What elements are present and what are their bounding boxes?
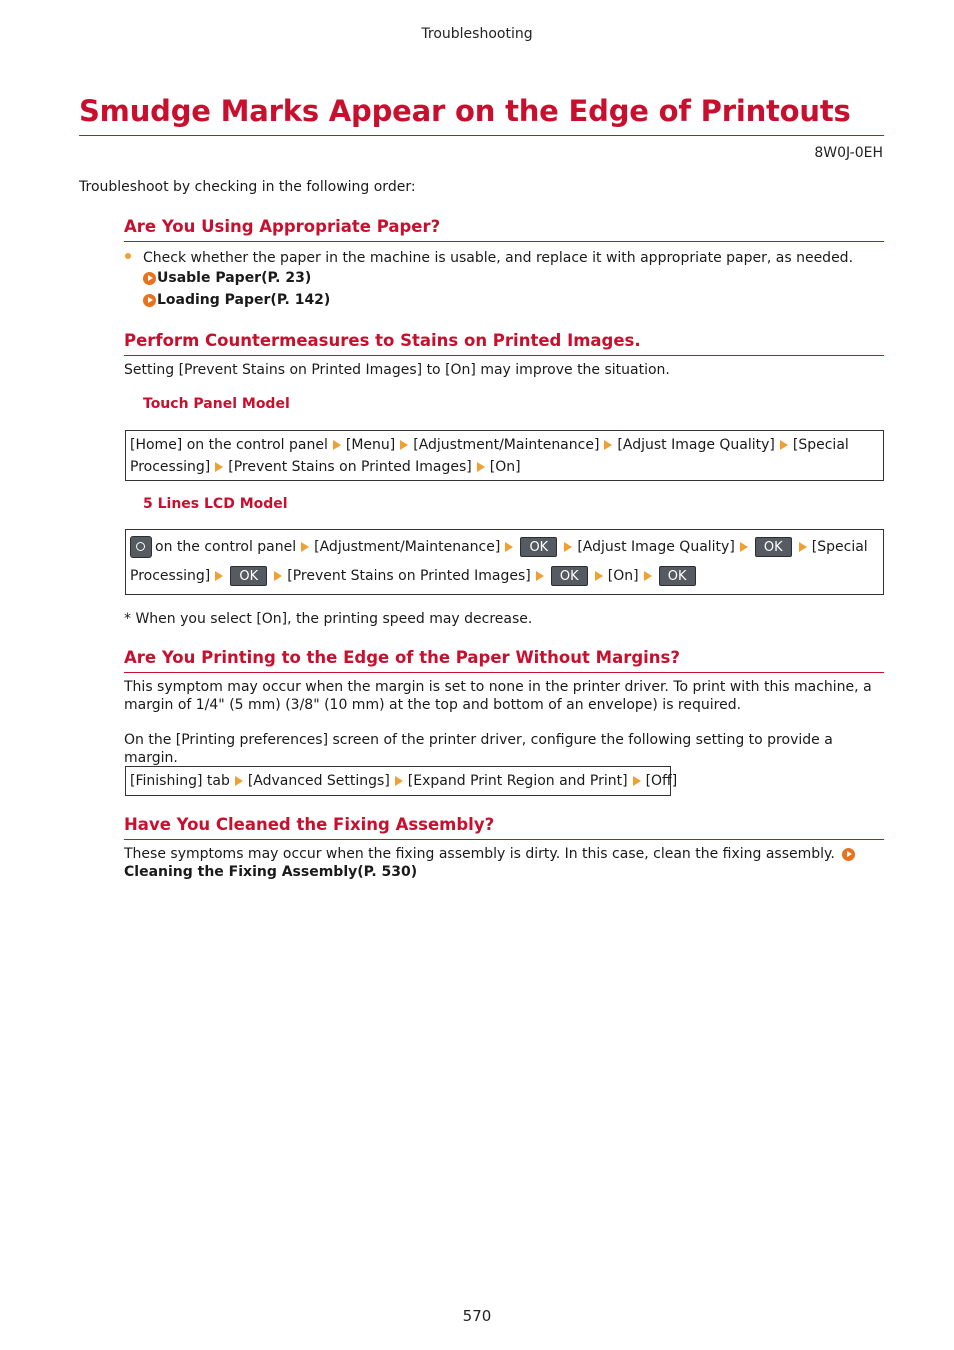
section1-divider [124, 241, 884, 242]
link-arrow-icon [143, 272, 156, 285]
lcd-steps-box [125, 529, 884, 595]
step-arrow-icon [780, 440, 788, 450]
step-arrow-icon [564, 542, 572, 552]
lcd-model-heading: 5 Lines LCD Model [143, 496, 288, 512]
section3-divider [124, 672, 884, 673]
section3-text-2: On the [Printing preferences] screen of the printer driver, configure the following setting to provide a margin. [124, 732, 833, 766]
step-text: on the control panel [155, 539, 297, 555]
heading-countermeasures: Perform Countermeasures to Stains on Printed Images. [124, 331, 641, 350]
ok-button-icon: OK [520, 537, 557, 557]
touch-panel-steps-box [125, 430, 884, 481]
driver-steps-box [125, 766, 678, 796]
document-id: 8W0J-0EH [814, 145, 883, 161]
ok-button-icon: OK [659, 566, 696, 586]
step-text: [Menu] [345, 437, 396, 453]
title-divider [79, 135, 884, 136]
step-text: [Prevent Stains on Printed Images] [287, 568, 531, 584]
link-arrow-icon [842, 848, 855, 861]
ok-button-icon: OK [551, 566, 588, 586]
step-arrow-icon [274, 571, 282, 581]
step-arrow-icon [740, 542, 748, 552]
step-text: [On] [607, 568, 639, 584]
step-arrow-icon [333, 440, 341, 450]
section4-text: These symptoms may occur when the fixing assembly is dirty. In this case, clean the fixing assembly. [124, 846, 835, 862]
heading-fixing-assembly: Have You Cleaned the Fixing Assembly? [124, 815, 495, 834]
step-text: [Special [792, 437, 849, 453]
step-text: [Adjust Image Quality] [617, 437, 775, 453]
page-title: Smudge Marks Appear on the Edge of Printouts [79, 94, 851, 128]
heading-appropriate-paper: Are You Using Appropriate Paper? [124, 217, 441, 236]
section2-divider [124, 355, 884, 356]
step-text: Processing] [130, 459, 211, 475]
link-loading-paper-label: Loading Paper(P. 142) [157, 292, 331, 308]
step-text: [Prevent Stains on Printed Images] [228, 459, 472, 475]
step-arrow-icon [477, 462, 485, 472]
step-text: [Expand Print Region and Print] [407, 773, 628, 789]
page-number: 570 [462, 1307, 492, 1325]
step-text: [Special [811, 539, 868, 555]
step-arrow-icon [604, 440, 612, 450]
step-text: [Adjust Image Quality] [577, 539, 735, 555]
step-text: Processing] [130, 568, 211, 584]
step-text: [Adjustment/Maintenance] [314, 539, 501, 555]
link-usable-paper-label: Usable Paper(P. 23) [157, 270, 312, 286]
step-arrow-icon [595, 571, 603, 581]
step-text: [On] [489, 459, 521, 475]
step-arrow-icon [400, 440, 408, 450]
home-button-icon [130, 536, 152, 558]
speed-note: * When you select [On], the printing speed may decrease. [124, 611, 533, 627]
section4-text-block [124, 845, 884, 881]
link-cleaning-fixing-assembly[interactable]: Cleaning the Fixing Assembly(P. 530) [124, 864, 418, 880]
step-arrow-icon [235, 776, 243, 786]
step-text: [Off] [645, 773, 678, 789]
section1-bullet-text: Check whether the paper in the machine is usable, and replace it with appropriate paper, as needed. [143, 250, 854, 266]
bullet-icon [125, 253, 131, 259]
step-text: [Finishing] tab [130, 773, 230, 789]
step-text: [Advanced Settings] [247, 773, 390, 789]
touch-panel-model-heading: Touch Panel Model [143, 396, 290, 412]
step-text: [Home] on the control panel [130, 437, 328, 453]
intro-text: Troubleshoot by checking in the following order: [79, 179, 416, 195]
step-arrow-icon [215, 462, 223, 472]
step-text: [Adjustment/Maintenance] [413, 437, 600, 453]
link-arrow-icon [143, 294, 156, 307]
running-header: Troubleshooting [421, 26, 533, 42]
ok-button-icon: OK [755, 537, 792, 557]
step-arrow-icon [644, 571, 652, 581]
section2-text: Setting [Prevent Stains on Printed Images] to [On] may improve the situation. [124, 362, 670, 378]
step-arrow-icon [505, 542, 513, 552]
link-loading-paper[interactable] [143, 292, 330, 308]
step-arrow-icon [536, 571, 544, 581]
step-arrow-icon [215, 571, 223, 581]
link-usable-paper[interactable] [143, 270, 311, 286]
step-arrow-icon [395, 776, 403, 786]
ok-button-icon: OK [230, 566, 267, 586]
step-arrow-icon [301, 542, 309, 552]
section4-divider [124, 839, 884, 840]
section3-text-1: This symptom may occur when the margin is set to none in the printer driver. To print with this machine, a margin of 1/4" (5 mm) (3/8" (10 mm) at the top and bottom of an envelope) is required. [124, 679, 872, 713]
heading-edge-without-margins: Are You Printing to the Edge of the Paper Without Margins? [124, 648, 680, 667]
step-arrow-icon [799, 542, 807, 552]
step-arrow-icon [633, 776, 641, 786]
